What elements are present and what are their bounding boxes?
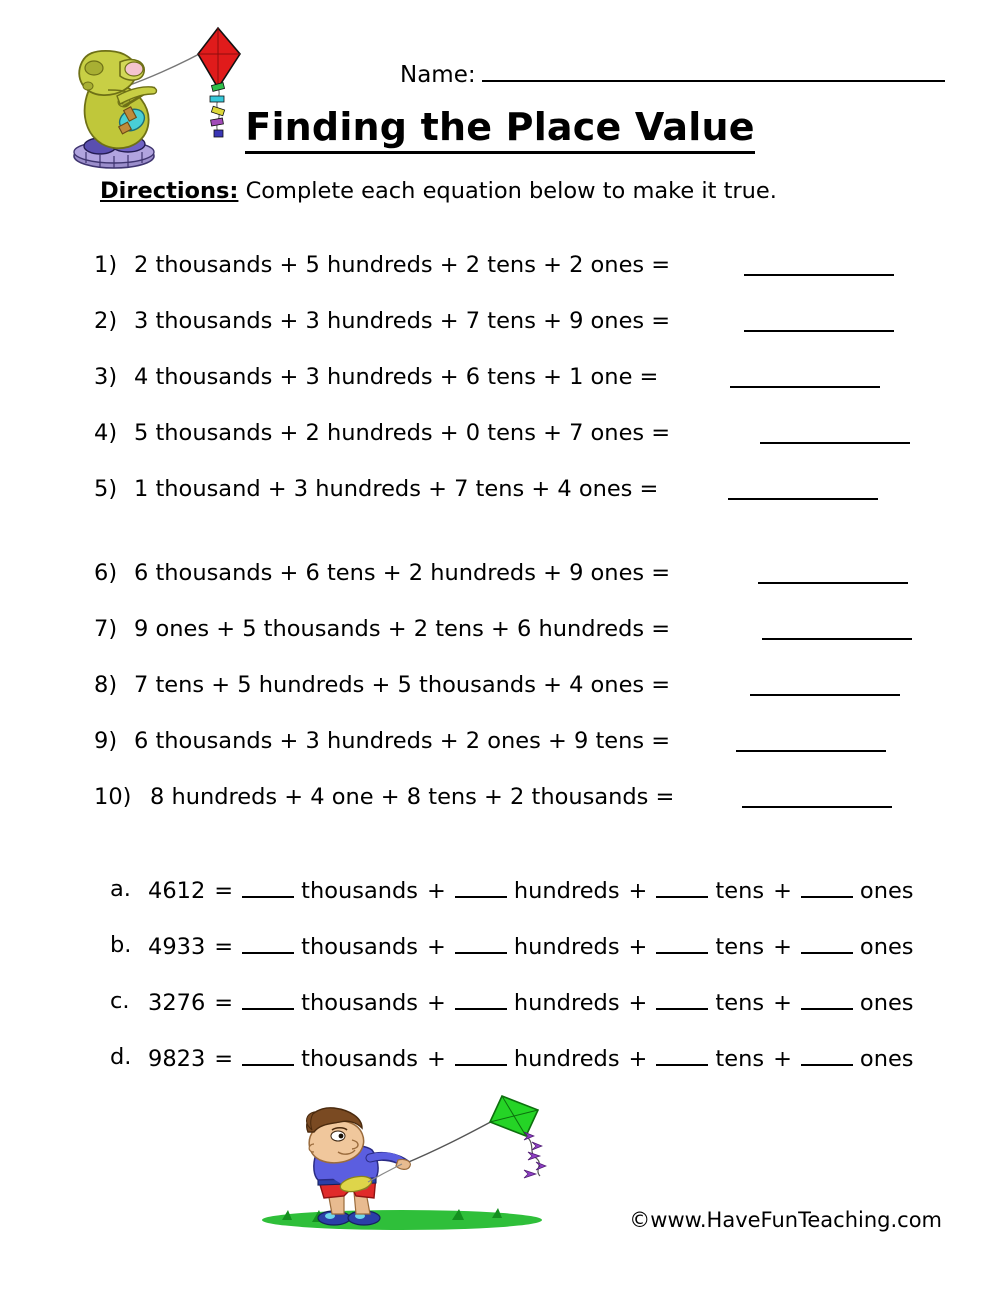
page-title <box>0 105 1000 149</box>
decompose-problem-group <box>0 876 1000 1100</box>
problem-expression: 4 thousands + 3 hundreds + 6 tens + 1 one = <box>134 364 659 390</box>
problem-expression: 6 thousands + 6 tens + 2 hundreds + 9 ones = <box>134 560 671 586</box>
problem-expression: 6 thousands + 3 hundreds + 2 ones + 9 tens = <box>134 728 671 754</box>
answer-blank[interactable] <box>736 728 886 752</box>
page-title-text: Finding the Place Value <box>245 105 754 154</box>
decompose-number: 4612 <box>148 878 206 904</box>
decompose-row <box>0 932 1000 988</box>
place-value-word: tens <box>715 1046 765 1072</box>
problem-number: 2) <box>94 308 118 334</box>
problem-row <box>0 728 1000 784</box>
problem-group-two <box>0 560 1000 840</box>
problem-number: 4) <box>94 420 118 446</box>
plus-sign: + <box>773 1046 792 1072</box>
problem-row <box>0 672 1000 728</box>
plus-sign: + <box>628 878 648 904</box>
decompose-row <box>0 876 1000 932</box>
equals-sign: = <box>214 990 234 1016</box>
problem-expression: 5 thousands + 2 hundreds + 0 tens + 7 ones = <box>134 420 671 446</box>
problem-letter: b. <box>110 932 132 958</box>
answer-blank[interactable] <box>760 420 910 444</box>
problem-row <box>0 364 1000 420</box>
answer-blank[interactable] <box>730 364 880 388</box>
place-value-blank[interactable] <box>801 932 853 954</box>
decompose-expression <box>148 988 923 1016</box>
problem-expression: 9 ones + 5 thousands + 2 tens + 6 hundreds = <box>134 616 671 642</box>
problem-number: 5) <box>94 476 118 502</box>
place-value-word: tens <box>715 878 765 904</box>
place-value-word: ones <box>859 1046 914 1072</box>
place-value-blank[interactable] <box>242 876 294 898</box>
place-value-blank[interactable] <box>801 988 853 1010</box>
problem-letter: a. <box>110 876 131 902</box>
place-value-blank[interactable] <box>455 876 507 898</box>
problem-expression: 8 hundreds + 4 one + 8 tens + 2 thousands = <box>150 784 675 810</box>
name-input-line[interactable] <box>482 60 945 82</box>
problem-number: 8) <box>94 672 118 698</box>
answer-blank[interactable] <box>744 252 894 276</box>
place-value-blank[interactable] <box>242 932 294 954</box>
problem-number: 7) <box>94 616 118 642</box>
problem-row <box>0 784 1000 840</box>
plus-sign: + <box>773 990 792 1016</box>
place-value-blank[interactable] <box>455 932 507 954</box>
answer-blank[interactable] <box>750 672 900 696</box>
place-value-blank[interactable] <box>242 988 294 1010</box>
problem-expression: 1 thousand + 3 hundreds + 7 tens + 4 ones = <box>134 476 659 502</box>
problem-letter: d. <box>110 1044 132 1070</box>
equals-sign: = <box>214 878 234 904</box>
problem-row <box>0 308 1000 364</box>
place-value-blank[interactable] <box>455 988 507 1010</box>
name-label: Name: <box>400 62 476 88</box>
answer-blank[interactable] <box>744 308 894 332</box>
place-value-blank[interactable] <box>656 932 708 954</box>
boy-kite-illustration <box>252 1092 592 1232</box>
worksheet-header <box>0 0 1000 172</box>
decompose-expression <box>148 876 923 904</box>
place-value-blank[interactable] <box>656 876 708 898</box>
place-value-blank[interactable] <box>242 1044 294 1066</box>
name-field-row <box>400 60 945 88</box>
decompose-number: 4933 <box>148 934 206 960</box>
problem-row <box>0 560 1000 616</box>
place-value-word: ones <box>859 990 914 1016</box>
plus-sign: + <box>427 990 446 1016</box>
problem-expression: 3 thousands + 3 hundreds + 7 tens + 9 ones = <box>134 308 671 334</box>
plus-sign: + <box>773 878 792 904</box>
problem-expression: 2 thousands + 5 hundreds + 2 tens + 2 ones = <box>134 252 671 278</box>
problem-expression: 7 tens + 5 hundreds + 5 thousands + 4 ones = <box>134 672 671 698</box>
plus-sign: + <box>427 934 446 960</box>
decompose-number: 9823 <box>148 1046 206 1072</box>
place-value-word: hundreds <box>513 934 620 960</box>
problem-number: 3) <box>94 364 118 390</box>
equals-sign: = <box>214 1046 234 1072</box>
answer-blank[interactable] <box>758 560 908 584</box>
problem-row <box>0 252 1000 308</box>
plus-sign: + <box>628 1046 648 1072</box>
place-value-blank[interactable] <box>801 876 853 898</box>
answer-blank[interactable] <box>742 784 892 808</box>
problem-number: 1) <box>94 252 118 278</box>
place-value-word: hundreds <box>513 1046 620 1072</box>
plus-sign: + <box>628 934 648 960</box>
plus-sign: + <box>427 1046 446 1072</box>
place-value-word: thousands <box>301 1046 419 1072</box>
place-value-word: thousands <box>301 934 419 960</box>
place-value-blank[interactable] <box>656 1044 708 1066</box>
alien-kite-illustration <box>62 24 252 174</box>
directions <box>100 178 777 204</box>
directions-label: Directions: <box>100 178 239 204</box>
answer-blank[interactable] <box>728 476 878 500</box>
place-value-word: ones <box>859 878 914 904</box>
plus-sign: + <box>628 990 648 1016</box>
place-value-word: thousands <box>301 878 419 904</box>
decompose-expression <box>148 932 923 960</box>
place-value-word: hundreds <box>513 878 620 904</box>
place-value-word: thousands <box>301 990 419 1016</box>
place-value-word: hundreds <box>513 990 620 1016</box>
place-value-word: ones <box>859 934 914 960</box>
place-value-blank[interactable] <box>455 1044 507 1066</box>
directions-text: Complete each equation below to make it true. <box>245 178 777 204</box>
place-value-blank[interactable] <box>801 1044 853 1066</box>
problem-row <box>0 616 1000 672</box>
decompose-expression <box>148 1044 923 1072</box>
place-value-word: tens <box>715 990 765 1016</box>
problem-row <box>0 420 1000 476</box>
plus-sign: + <box>427 878 446 904</box>
plus-sign: + <box>773 934 792 960</box>
decompose-row <box>0 988 1000 1044</box>
decompose-number: 3276 <box>148 990 206 1016</box>
problem-number: 9) <box>94 728 118 754</box>
problem-number: 6) <box>94 560 118 586</box>
copyright-notice: ©www.HaveFunTeaching.com <box>629 1208 942 1232</box>
answer-blank[interactable] <box>762 616 912 640</box>
problem-letter: c. <box>110 988 130 1014</box>
equals-sign: = <box>214 934 234 960</box>
problem-row <box>0 476 1000 532</box>
problem-group-one <box>0 252 1000 532</box>
problem-number: 10) <box>94 784 132 810</box>
place-value-blank[interactable] <box>656 988 708 1010</box>
place-value-word: tens <box>715 934 765 960</box>
